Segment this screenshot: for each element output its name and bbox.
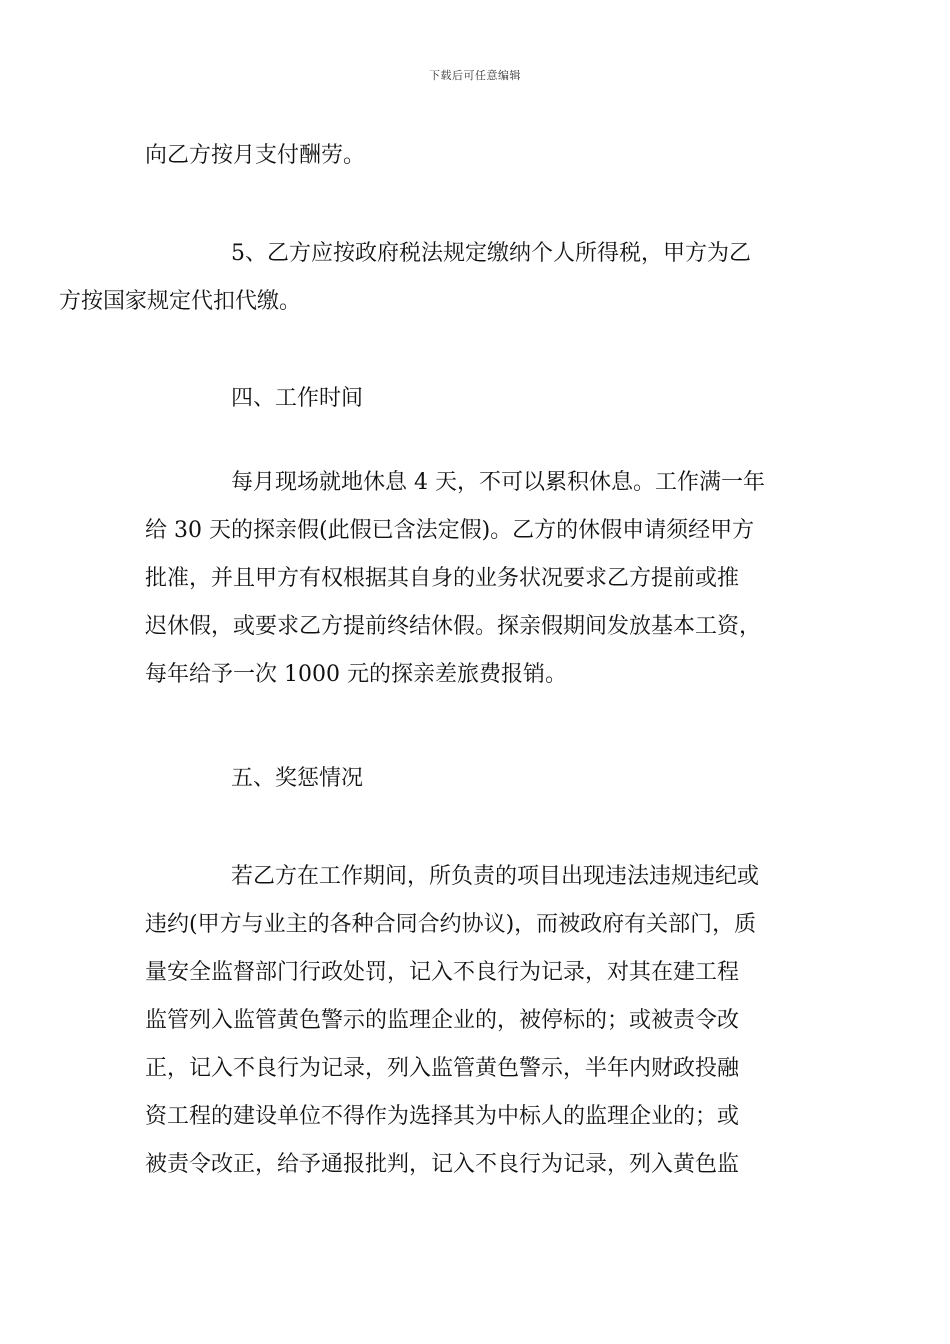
- text-line: 每月现场就地休息 4 天，不可以累积休息。工作满一年: [231, 470, 765, 495]
- text-line: 违约(甲方与业主的各种合同合约协议)，而被政府有关部门，质: [145, 912, 757, 937]
- text-line: 批准，并且甲方有权根据其自身的业务状况要求乙方提前或推: [145, 566, 740, 591]
- section-heading-work-time: [145, 375, 810, 423]
- text-line: 迟休假，或要求乙方提前终结休假。探亲假期间发放基本工资，: [145, 614, 762, 639]
- document-body: [59, 132, 810, 1189]
- page-header: 下载后可任意编辑: [429, 69, 521, 82]
- text-line: 向乙方按月支付酬劳。: [145, 143, 366, 168]
- text-line: 若乙方在工作期间，所负责的项目出现违法违规违纪或: [231, 864, 760, 889]
- text-line: 正，记入不良行为记录，列入监管黄色警示，半年内财政投融: [145, 1056, 740, 1081]
- text-line: 每年给予一次 1000 元的探亲差旅费报销。: [145, 662, 567, 687]
- text-line: 资工程的建设单位不得作为选择其为中标人的监理企业的；或: [145, 1104, 740, 1129]
- text-line: 量安全监督部门行政处罚，记入不良行为记录，对其在建工程: [145, 960, 740, 985]
- text-line: 方按国家规定代扣代缴。: [59, 289, 302, 314]
- paragraph-penalty-clause: [145, 853, 810, 1189]
- paragraph-leave-policy: [145, 459, 810, 699]
- text-line: 给 30 天的探亲假(此假已含法定假)。乙方的休假申请须经甲方: [145, 518, 755, 543]
- paragraph-tax-clause: [59, 230, 810, 326]
- text-line: 5、乙方应按政府税法规定缴纳个人所得税，甲方为乙: [231, 241, 751, 266]
- text-line: 监管列入监管黄色警示的监理企业的，被停标的；或被责令改: [145, 1008, 740, 1033]
- paragraph-payment-continued: [145, 132, 810, 180]
- section-heading-rewards-penalties: [145, 755, 810, 803]
- text-line: 五、奖惩情况: [231, 766, 364, 791]
- text-line: 被责令改正，给予通报批判，记入不良行为记录，列入黄色监: [145, 1152, 740, 1177]
- text-line: 四、工作时间: [231, 386, 364, 411]
